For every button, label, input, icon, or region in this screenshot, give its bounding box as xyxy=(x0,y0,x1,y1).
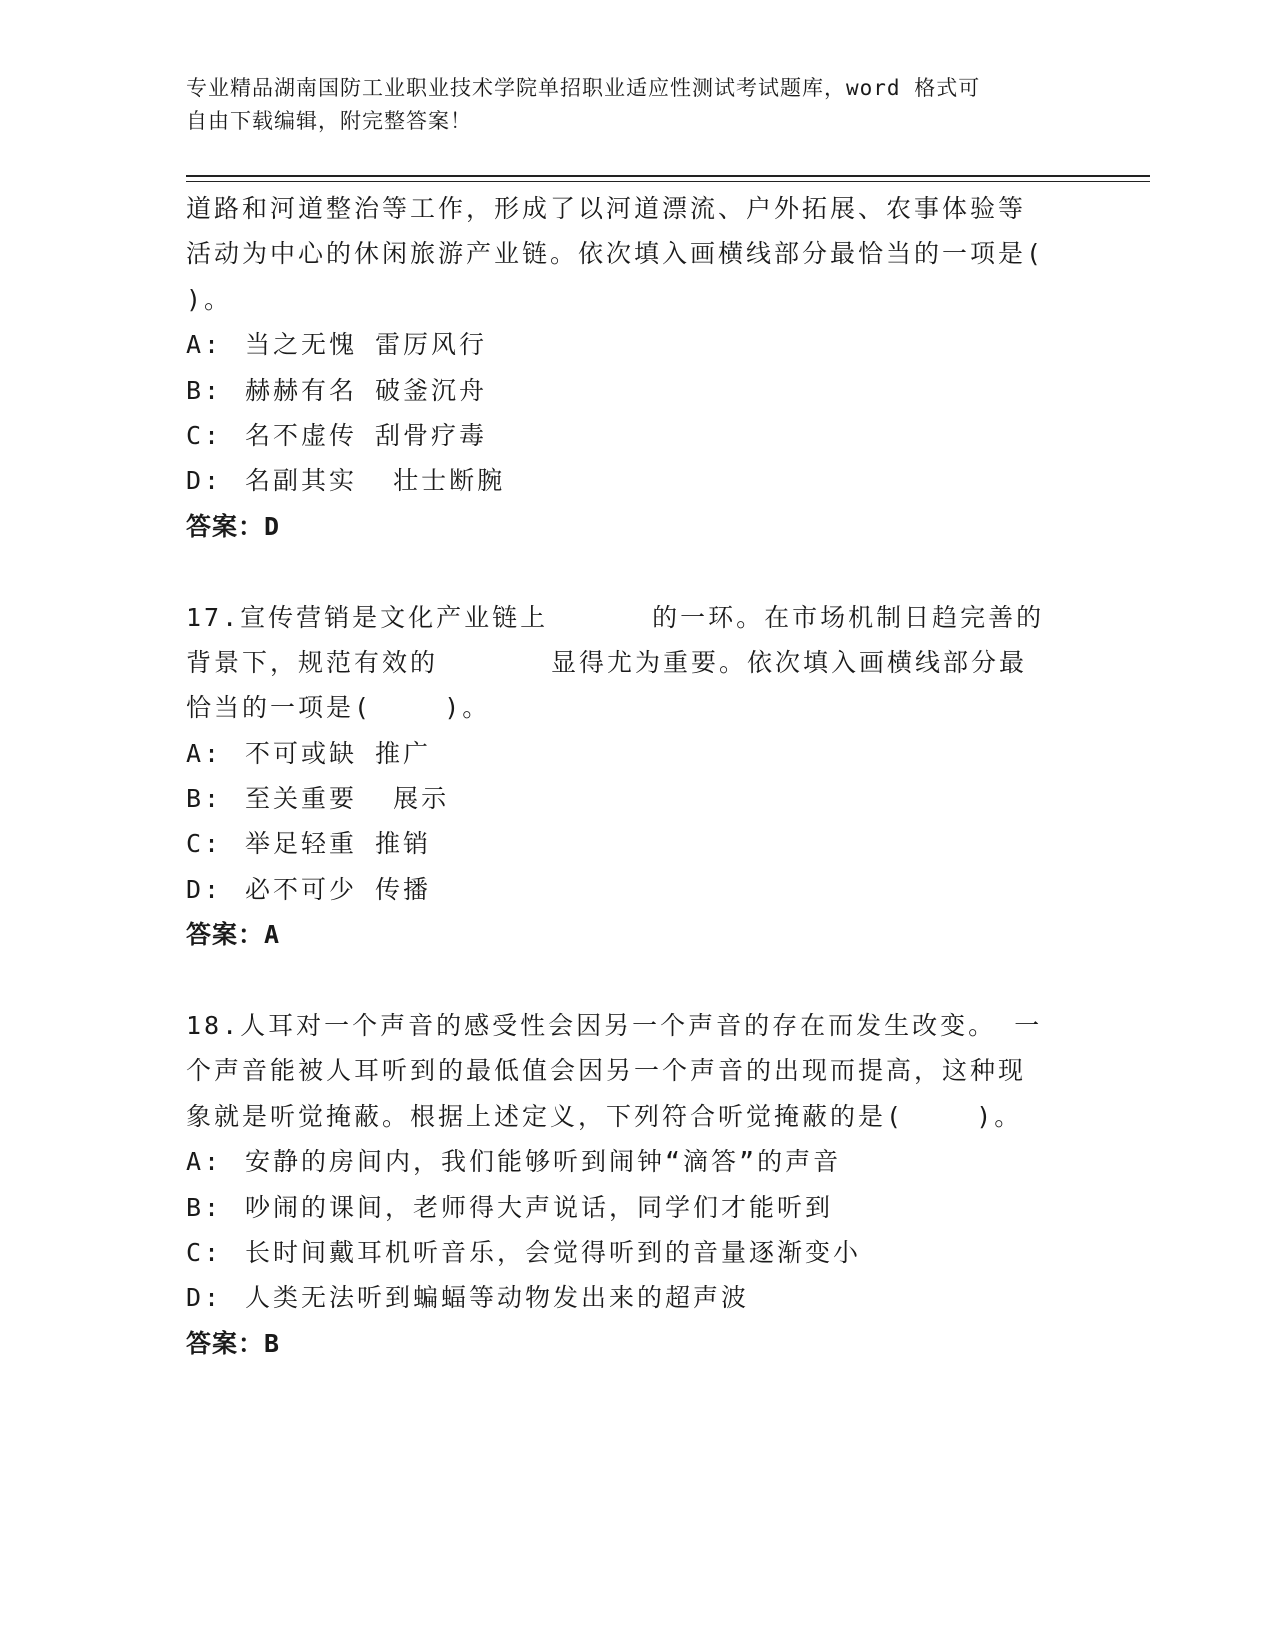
header-rule-thick xyxy=(186,175,1150,177)
option-letter: C: xyxy=(186,420,223,450)
option-letter: B: xyxy=(186,375,223,405)
option-text: 名不虚传 刮骨疗毒 xyxy=(245,420,488,450)
option-letter: D: xyxy=(186,1283,223,1313)
question-17 xyxy=(186,595,1066,958)
option-b xyxy=(186,1185,1066,1230)
question-text-segment: 显得尤为重要。依次填入画横线部分最 xyxy=(551,647,1028,677)
question-text-line: 个声音能被人耳听到的最低值会因另一个声音的出现而提高，这种现 xyxy=(186,1056,1027,1086)
question-text-line: 18.人耳对一个声音的感受性会因另一个声音的存在而发生改变。 一 xyxy=(186,1011,1043,1041)
option-text: 不可或缺 推广 xyxy=(245,738,432,768)
option-d xyxy=(186,458,1066,503)
option-text: 举足轻重 推销 xyxy=(245,829,432,859)
option-b xyxy=(186,776,1066,821)
header-line-1: 专业精品湖南国防工业职业技术学院单招职业适应性测试考试题库，word 格式可 xyxy=(186,76,981,100)
option-text: 名副其实 壮士断腕 xyxy=(245,466,506,496)
option-letter: D: xyxy=(186,874,223,904)
question-text-line: 活动为中心的休闲旅游产业链。依次填入画横线部分最恰当的一项是( xyxy=(186,239,1045,269)
question-text-line xyxy=(186,640,1066,685)
answer-line xyxy=(186,912,1066,957)
answer-value: B xyxy=(264,1328,281,1358)
option-a xyxy=(186,322,1066,367)
question-text-line: )。 xyxy=(186,284,233,314)
option-c xyxy=(186,821,1066,866)
option-b xyxy=(186,368,1066,413)
spacer xyxy=(186,958,1066,1003)
option-a xyxy=(186,1139,1066,1184)
option-letter: A: xyxy=(186,738,223,768)
document-body xyxy=(186,186,1066,1366)
answer-label: 答案： xyxy=(186,920,265,950)
option-letter: D: xyxy=(186,466,223,496)
option-c xyxy=(186,413,1066,458)
header-rule-thin xyxy=(186,181,1150,182)
option-letter: C: xyxy=(186,1237,223,1267)
option-letter: A: xyxy=(186,1147,223,1177)
answer-value: A xyxy=(264,920,281,950)
question-text-segment: 17.宣传营销是文化产业链上 xyxy=(186,602,549,632)
question-text-line xyxy=(186,595,1066,640)
question-text-line: 恰当的一项是( )。 xyxy=(186,693,491,723)
option-text: 当之无愧 雷厉风行 xyxy=(245,330,488,360)
option-letter: B: xyxy=(186,784,223,814)
answer-label: 答案： xyxy=(186,511,265,541)
spacer xyxy=(186,549,1066,594)
option-letter: A: xyxy=(186,330,223,360)
answer-line xyxy=(186,504,1066,549)
question-18 xyxy=(186,1003,1066,1366)
option-text: 必不可少 传播 xyxy=(245,874,432,904)
option-letter: C: xyxy=(186,829,223,859)
option-d xyxy=(186,867,1066,912)
question-text-line: 道路和河道整治等工作，形成了以河道漂流、户外拓展、农事体验等 xyxy=(186,194,1027,223)
page-header xyxy=(186,72,1066,138)
question-text-segment: 背景下，规范有效的 xyxy=(186,647,439,677)
option-text: 安静的房间内，我们能够听到闹钟“滴答”的声音 xyxy=(245,1147,842,1177)
option-text: 赫赫有名 破釜沉舟 xyxy=(245,375,488,405)
option-text: 吵闹的课间，老师得大声说话，同学们才能听到 xyxy=(245,1192,834,1222)
question-text-line: 象就是听觉掩蔽。根据上述定义，下列符合听觉掩蔽的是( )。 xyxy=(186,1101,1023,1131)
answer-line xyxy=(186,1321,1066,1366)
option-text: 人类无法听到蝙蝠等动物发出来的超声波 xyxy=(245,1283,750,1313)
question-text-segment: 的一环。在市场机制日趋完善的 xyxy=(652,602,1045,632)
option-letter: B: xyxy=(186,1192,223,1222)
option-a xyxy=(186,731,1066,776)
header-line-2: 自由下载编辑，附完整答案！ xyxy=(186,109,472,133)
answer-value: D xyxy=(264,511,281,541)
option-c xyxy=(186,1230,1066,1275)
option-d xyxy=(186,1275,1066,1320)
question-16-continued xyxy=(186,186,1066,549)
answer-label: 答案： xyxy=(186,1328,265,1358)
option-text: 至关重要 展示 xyxy=(245,784,450,814)
option-text: 长时间戴耳机听音乐，会觉得听到的音量逐渐变小 xyxy=(245,1237,862,1267)
